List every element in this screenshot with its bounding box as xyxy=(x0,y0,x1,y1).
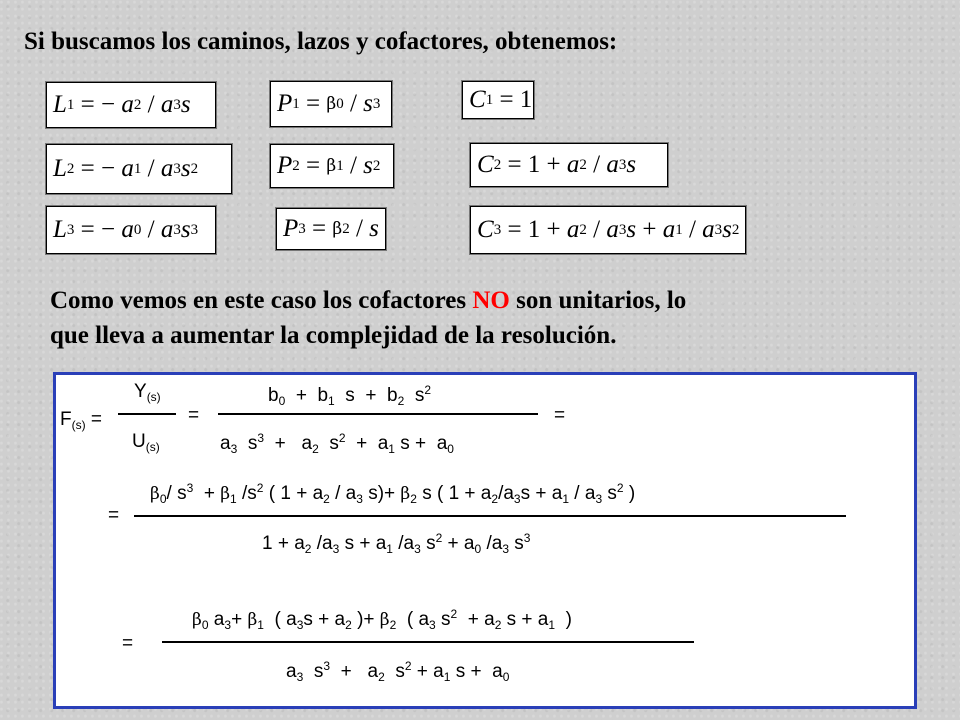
step2-denominator: $1 + a_2$ $/a_3$ $s + a_1$ $/a_3$ $s^2 + a_0$ $/a_3$ $s^3$ xyxy=(262,531,531,556)
step1-fraction-line xyxy=(218,413,538,415)
note-text xyxy=(50,283,686,353)
path-P3-box: P 3 = β 2 / s xyxy=(276,208,386,250)
loop-L1-box: L 1 = − a 2 / a 3 s xyxy=(46,82,216,128)
loop-L2-box: L 2 = − a 1 / a 3 s 2 xyxy=(46,144,232,194)
fs-label: $F_{(s)}$ = xyxy=(60,409,102,432)
step3-fraction-line xyxy=(162,641,694,643)
step2-fraction-line xyxy=(134,515,846,517)
ys-numerator: $Y_{(s)}$ xyxy=(134,381,161,404)
step3-denominator: $a_3$ $s^3 + a_2$ $s^2 + a_1$ $s + a_0$ xyxy=(286,659,510,684)
note-line-1: Como vemos en este caso los cofactores NO son unitarios, lo xyxy=(50,287,687,314)
step3-numerator: $\beta_0$ $a_3+ \beta_1$ ( $a_3s + a_2$ )+ $\beta_2$ ( $a_3$ $s^2 + a_2$ $s + a_1$ ) xyxy=(192,607,572,632)
eq-sign-1: = xyxy=(188,405,200,426)
eq-sign-4: = xyxy=(122,633,134,654)
cofactor-C2-box: C 2 = 1 + a 2 / a 3 s xyxy=(470,143,668,187)
us-denominator: $U_{(s)}$ xyxy=(132,431,160,454)
path-P1-box: P 1 = β 0 / s 3 xyxy=(270,81,392,127)
slide-title: Si buscamos los caminos, lazos y cofactores, obtenemos: xyxy=(24,28,618,55)
eq-sign-2: = xyxy=(554,405,566,426)
loop-L3-box: L 3 = − a 0 / a 3 s 3 xyxy=(46,206,216,254)
note-line-2: que lleva a aumentar la complejidad de la resolución. xyxy=(50,322,617,349)
step1-denominator: $a_3$ $s^3 + a_2$ $s^2 + a_1$ $s + a_0$ xyxy=(220,431,454,456)
no-highlight: NO xyxy=(472,287,510,314)
cofactor-C1-box: C 1 = 1 xyxy=(462,81,534,119)
eq-sign-3: = xyxy=(108,505,120,526)
transfer-function-panel xyxy=(53,372,917,709)
ys-us-fraction-line xyxy=(118,413,176,415)
cofactor-C3-box: C 3 = 1 + a 2 / a 3 s + a 1 / a 3 s 2 xyxy=(470,206,746,254)
step2-numerator: $\beta_0/$ $s^3 + \beta_1$ $/s^2$ ( $1 + a_2 / a_3$ $s)+ \beta_2$ s ( $1 + a_2/a_3s + a_1 / a_3$ $s^2$ ) xyxy=(150,481,636,506)
path-P2-box: P 2 = β 1 / s 2 xyxy=(270,144,394,188)
step1-numerator: $b_0 + b_1$ $s + b_2$ $s^2$ xyxy=(268,383,432,408)
